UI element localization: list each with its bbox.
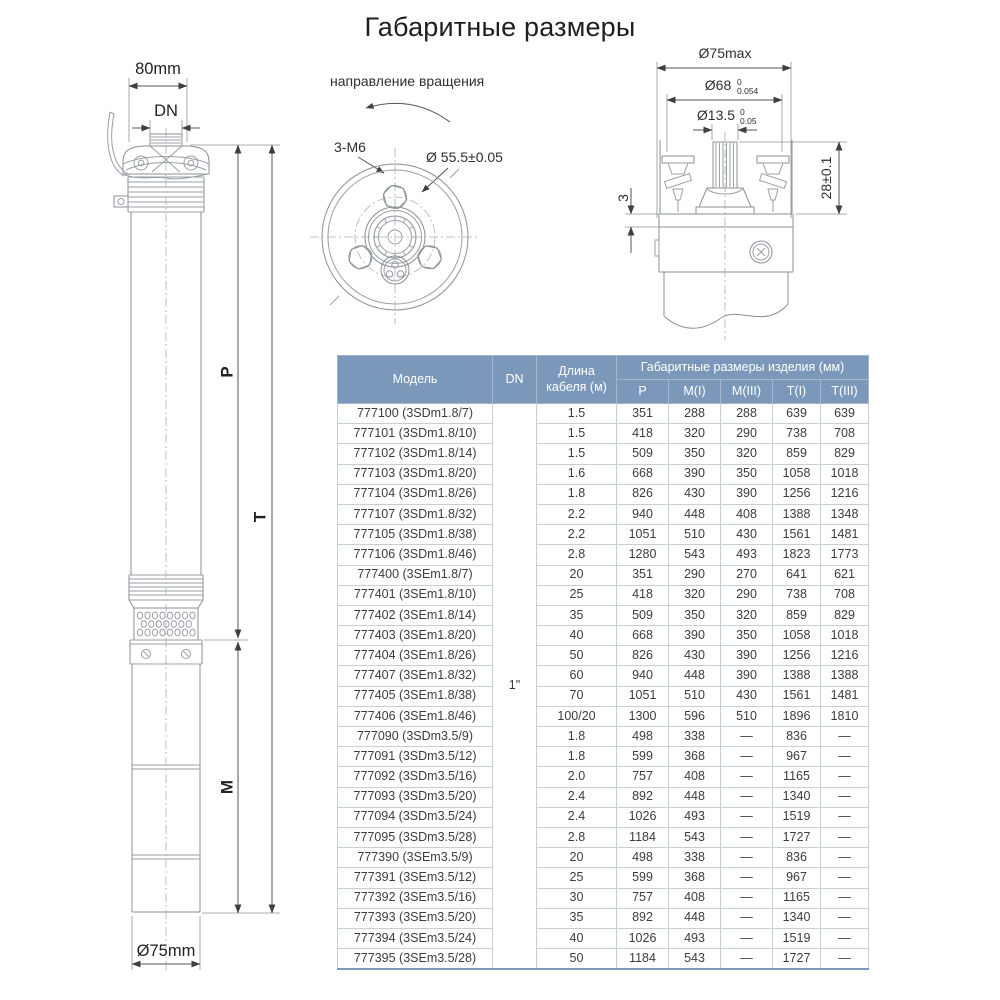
m1-cell: 510 [669,525,721,545]
cable-length-cell: 30 [537,888,617,908]
rotation-arrow-icon [366,103,450,122]
t3-cell: — [821,888,869,908]
p-cell: 1051 [617,686,669,706]
dimension-p-t-m [190,145,280,913]
p-cell: 1184 [617,949,669,970]
model-cell: 777391 (3SEm3.5/12) [338,868,493,888]
p-cell: 940 [617,666,669,686]
m3-cell: 390 [721,666,773,686]
model-cell: 777106 (3SDm1.8/46) [338,545,493,565]
cable-length-cell: 100/20 [537,706,617,726]
m1-cell: 290 [669,565,721,585]
cable-length-cell: 40 [537,928,617,948]
table-row [338,686,869,706]
m1-cell: 408 [669,767,721,787]
t1-cell: 836 [773,848,821,868]
m3-cell: — [721,787,773,807]
t1-cell: 1727 [773,949,821,970]
model-cell: 777100 (3SDm1.8/7) [338,404,493,424]
m3-cell: 350 [721,464,773,484]
terminal-stud-right [757,156,789,212]
m3-cell: 350 [721,626,773,646]
m1-cell: 390 [669,464,721,484]
p-cell: 509 [617,444,669,464]
m1-cell: 338 [669,848,721,868]
cable-length-cell: 1.8 [537,747,617,767]
table-row [338,787,869,807]
model-cell: 777392 (3SEm3.5/16) [338,888,493,908]
model-cell: 777093 (3SDm3.5/20) [338,787,493,807]
cable-length-cell: 1.5 [537,444,617,464]
m3-cell: — [721,848,773,868]
m1-cell: 368 [669,868,721,888]
t1-cell: 1256 [773,646,821,666]
break-line [664,304,788,328]
t1-cell: 967 [773,868,821,888]
table-row [338,868,869,888]
p-cell: 668 [617,464,669,484]
terminal-stud-left [662,156,694,212]
height-dimension-label: 28±0.1 [818,156,834,200]
bolt-circle-label: Ø 55.5±0.05 [426,149,503,165]
t3-cell: 708 [821,424,869,444]
p-cell: 892 [617,908,669,928]
cable-length-cell: 70 [537,686,617,706]
table-row [338,464,869,484]
t1-cell: 967 [773,747,821,767]
t1-cell: 641 [773,565,821,585]
p-cell: 892 [617,787,669,807]
table-row [338,827,869,847]
cable-length-cell: 40 [537,626,617,646]
t3-cell: 1810 [821,706,869,726]
model-cell: 777403 (3SEm1.8/20) [338,626,493,646]
model-cell: 777095 (3SDm3.5/28) [338,827,493,847]
table-row [338,646,869,666]
t1-cell: 1256 [773,484,821,504]
spigot-tolerance-upper: 0 [737,77,742,87]
table-row [338,626,869,646]
model-cell: 777404 (3SEm1.8/26) [338,646,493,666]
t1-cell: 738 [773,585,821,605]
p-cell: 826 [617,484,669,504]
m3-cell: — [721,888,773,908]
p-cell: 1026 [617,807,669,827]
table-row [338,545,869,565]
m3-cell: — [721,827,773,847]
cable-length-cell: 35 [537,908,617,928]
t3-cell: — [821,908,869,928]
m3-cell: — [721,949,773,970]
m3-cell: — [721,807,773,827]
t3-cell: 1018 [821,626,869,646]
model-cell: 777090 (3SDm3.5/9) [338,727,493,747]
phillips-screw-icon [750,241,772,263]
cable-length-cell: 2.4 [537,787,617,807]
t3-cell: — [821,787,869,807]
p-cell: 757 [617,767,669,787]
m1-cell: 408 [669,888,721,908]
m1-cell: 368 [669,747,721,767]
model-cell: 777400 (3SEm1.8/7) [338,565,493,585]
table-row [338,747,869,767]
t1-cell: 1519 [773,807,821,827]
t3-header: T(III) [821,380,869,404]
p-cell: 498 [617,848,669,868]
dimensions-group-header: Габаритные размеры изделия (мм) [617,356,869,380]
table-row [338,928,869,948]
p-cell: 1051 [617,525,669,545]
cable-length-cell: 2.2 [537,504,617,524]
page-title: Габаритные размеры [364,12,636,42]
p-cell: 498 [617,727,669,747]
table-row [338,949,869,970]
t1-cell: 1896 [773,706,821,726]
t3-cell: — [821,727,869,747]
t3-cell: 829 [821,605,869,625]
cable-length-cell: 25 [537,868,617,888]
m3-cell: 493 [721,545,773,565]
model-cell: 777105 (3SDm1.8/38) [338,525,493,545]
table-row [338,767,869,787]
table-row [338,504,869,524]
t3-cell: 1388 [821,666,869,686]
t1-cell: 1340 [773,908,821,928]
table-row [338,444,869,464]
model-cell: 777393 (3SEm3.5/20) [338,908,493,928]
model-cell: 777406 (3SEm1.8/46) [338,706,493,726]
table-row [338,908,869,928]
table-row [338,605,869,625]
dimension-28 [739,142,847,214]
model-header: Модель [338,356,493,404]
t3-cell: 829 [821,444,869,464]
cable-length-cell: 50 [537,646,617,666]
cable-length-cell: 25 [537,585,617,605]
m1-cell: 596 [669,706,721,726]
table-row [338,666,869,686]
t1-cell: 639 [773,404,821,424]
cable-length-cell: 1.8 [537,484,617,504]
m3-cell: — [721,747,773,767]
t3-cell: 1216 [821,646,869,666]
model-cell: 777405 (3SEm1.8/38) [338,686,493,706]
p-cell: 351 [617,404,669,424]
cable-length-cell: 1.5 [537,424,617,444]
model-cell: 777091 (3SDm3.5/12) [338,747,493,767]
t1-cell: 1823 [773,545,821,565]
t3-cell: — [821,949,869,970]
t1-cell: 836 [773,727,821,747]
model-cell: 777101 (3SDm1.8/10) [338,424,493,444]
pump-side-view-drawing [88,50,318,980]
t3-cell: 1348 [821,504,869,524]
t1-cell: 1058 [773,626,821,646]
width-dimension-label: 80mm [135,60,181,78]
p-cell: 599 [617,868,669,888]
dimension-80mm [129,60,187,142]
cable-length-cell: 1.5 [537,404,617,424]
p-cell: 599 [617,747,669,767]
p-cell: 757 [617,888,669,908]
p-cell: 1300 [617,706,669,726]
t3-cell: — [821,928,869,948]
m1-cell: 493 [669,807,721,827]
p-cell: 1026 [617,928,669,948]
p-cell: 418 [617,424,669,444]
gap-dimension-label: 3 [615,194,631,202]
model-cell: 777092 (3SDm3.5/16) [338,767,493,787]
cable-length-header: Длина кабеля (м) [537,356,617,404]
bottom-diameter-label: Ø75mm [136,942,196,960]
m3-header: M(III) [721,380,773,404]
m1-cell: 320 [669,424,721,444]
m1-header: M(I) [669,380,721,404]
t1-cell: 738 [773,424,821,444]
cable-length-cell: 35 [537,605,617,625]
t1-cell: 1561 [773,525,821,545]
t1-cell: 1058 [773,464,821,484]
t3-cell: 1216 [821,484,869,504]
p-cell: 1280 [617,545,669,565]
t3-cell: — [821,868,869,888]
m1-cell: 448 [669,504,721,524]
t1-header: T(I) [773,380,821,404]
m3-cell: — [721,908,773,928]
cable-length-cell: 20 [537,565,617,585]
table-row [338,565,869,585]
t1-cell: 1388 [773,666,821,686]
top-view-body [310,148,480,324]
table-row [338,727,869,747]
ribbed-collar [128,177,204,212]
m1-cell: 543 [669,545,721,565]
m1-cell: 493 [669,928,721,948]
m3-cell: 430 [721,525,773,545]
m3-cell: 408 [721,504,773,524]
t3-cell: 708 [821,585,869,605]
p-cell: 1184 [617,827,669,847]
p-header: P [617,380,669,404]
t1-cell: 1165 [773,767,821,787]
m3-cell: 320 [721,444,773,464]
p-cell: 826 [617,646,669,666]
t3-cell: 1773 [821,545,869,565]
m1-cell: 350 [669,444,721,464]
m3-cell: — [721,727,773,747]
m1-cell: 430 [669,646,721,666]
t3-cell: 1018 [821,464,869,484]
m1-cell: 448 [669,666,721,686]
m3-cell: 430 [721,686,773,706]
cable-length-cell: 1.8 [537,727,617,747]
spigot-tolerance-lower: 0.054 [737,86,759,96]
pump-top-view-drawing [300,60,620,320]
t1-cell: 1519 [773,928,821,948]
m3-cell: 290 [721,585,773,605]
rotation-direction-label: направление вращения [330,73,485,89]
spec-table-body [338,404,869,970]
dn-value-cell: 1" [493,404,537,970]
m-dimension-label: M [217,779,237,795]
m1-cell: 288 [669,404,721,424]
cable-length-cell: 2.2 [537,525,617,545]
t3-cell: — [821,767,869,787]
m1-cell: 543 [669,827,721,847]
table-row [338,424,869,444]
m1-cell: 338 [669,727,721,747]
cable-length-cell: 50 [537,949,617,970]
model-cell: 777390 (3SEm3.5/9) [338,848,493,868]
spec-table [337,355,869,970]
m1-cell: 320 [669,585,721,605]
t1-cell: 1388 [773,504,821,524]
table-row [338,848,869,868]
model-cell: 777107 (3SDm1.8/32) [338,504,493,524]
cable-length-cell: 2.8 [537,827,617,847]
p-cell: 509 [617,605,669,625]
t-dimension-label: T [250,511,270,523]
t1-cell: 1340 [773,787,821,807]
cable-length-cell: 2.4 [537,807,617,827]
outlet-dimension-label: DN [154,102,178,120]
t1-cell: 859 [773,444,821,464]
m3-cell: 290 [721,424,773,444]
spigot-diameter-label: Ø68 [704,77,732,93]
m3-cell: 390 [721,646,773,666]
spec-table-header [338,356,869,404]
dimension-3 [615,188,659,253]
t3-cell: 1481 [821,525,869,545]
shaft-tolerance-upper: 0 [740,107,745,117]
t3-cell: — [821,827,869,847]
cable-length-cell: 2.0 [537,767,617,787]
p-cell: 668 [617,626,669,646]
cable-length-cell: 2.8 [537,545,617,565]
m3-cell: — [721,928,773,948]
table-row [338,706,869,726]
bolts-label: 3-M6 [334,139,366,155]
cable-length-cell: 1.6 [537,464,617,484]
m1-cell: 390 [669,626,721,646]
pump-outline [108,112,209,912]
p-cell: 940 [617,504,669,524]
t3-cell: 639 [821,404,869,424]
model-cell: 777395 (3SEm3.5/28) [338,949,493,970]
dimension-75max [657,45,791,218]
model-cell: 777402 (3SEm1.8/14) [338,605,493,625]
t3-cell: — [821,807,869,827]
m3-cell: 510 [721,706,773,726]
t3-cell: 621 [821,565,869,585]
m1-cell: 510 [669,686,721,706]
t3-cell: — [821,747,869,767]
table-row [338,585,869,605]
table-row [338,484,869,504]
p-cell: 418 [617,585,669,605]
m1-cell: 448 [669,908,721,928]
motor-body-outline [655,140,793,328]
m3-cell: 270 [721,565,773,585]
dn-header: DN [493,356,537,404]
m1-cell: 543 [669,949,721,970]
m1-cell: 350 [669,605,721,625]
cable-length-cell: 60 [537,666,617,686]
model-cell: 777394 (3SEm3.5/24) [338,928,493,948]
outer-diameter-label: Ø75max [698,45,752,61]
t3-cell: 1481 [821,686,869,706]
model-cell: 777103 (3SDm1.8/20) [338,464,493,484]
t1-cell: 1727 [773,827,821,847]
table-row [338,404,869,424]
t3-cell: — [821,848,869,868]
table-row [338,888,869,908]
m3-cell: 288 [721,404,773,424]
model-cell: 777102 (3SDm1.8/14) [338,444,493,464]
shaft-diameter-label: Ø13.5 [696,107,736,123]
cable-line [108,112,128,207]
model-cell: 777401 (3SEm1.8/10) [338,585,493,605]
m3-cell: 320 [721,605,773,625]
m3-cell: 390 [721,484,773,504]
m1-cell: 430 [669,484,721,504]
model-cell: 777407 (3SEm1.8/32) [338,666,493,686]
table-row [338,525,869,545]
p-cell: 351 [617,565,669,585]
m3-cell: — [721,767,773,787]
p-dimension-label: P [217,366,237,378]
t1-cell: 1165 [773,888,821,908]
coupling-ribs [129,575,203,608]
motor-end-view-drawing [615,40,900,350]
t1-cell: 1561 [773,686,821,706]
t1-cell: 859 [773,605,821,625]
cable-length-cell: 20 [537,848,617,868]
table-row [338,807,869,827]
model-cell: 777094 (3SDm3.5/24) [338,807,493,827]
model-cell: 777104 (3SDm1.8/26) [338,484,493,504]
shaft-tolerance-lower: 0.05 [740,116,757,126]
m1-cell: 448 [669,787,721,807]
m3-cell: — [721,868,773,888]
